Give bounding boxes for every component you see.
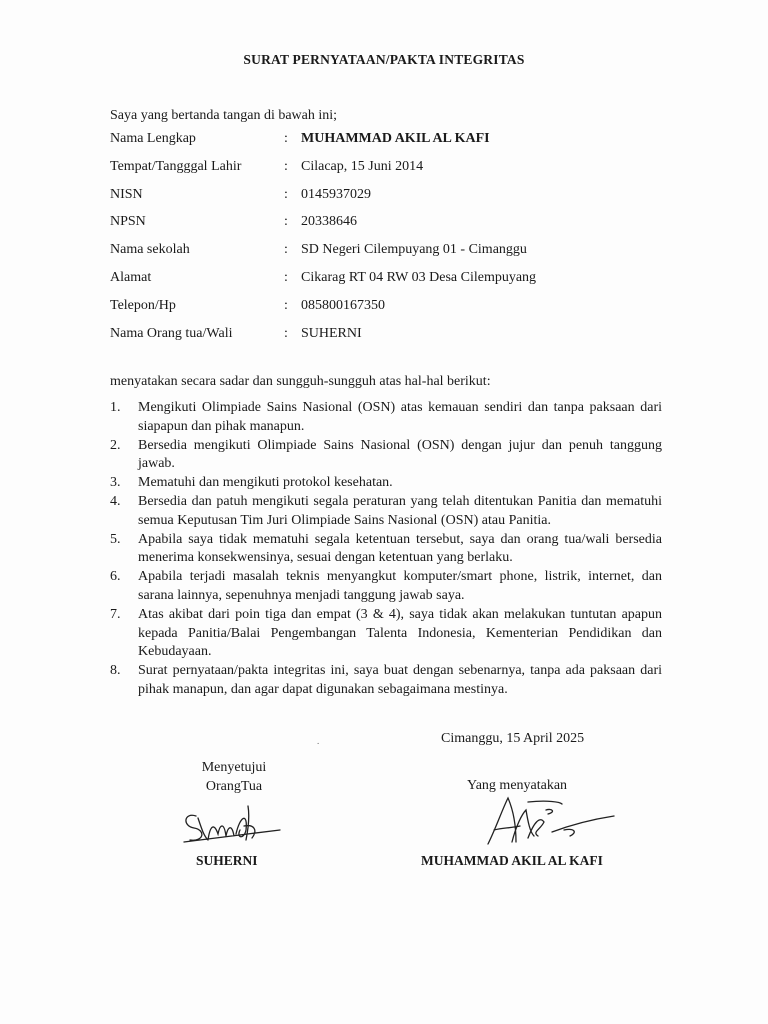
- identity-label: Alamat: [110, 269, 152, 285]
- list-item: [110, 606, 662, 662]
- list-item: [110, 568, 662, 606]
- list-item-number: 8.: [110, 663, 121, 679]
- identity-colon: :: [284, 325, 288, 341]
- identity-colon: :: [284, 269, 288, 285]
- identity-row: [110, 298, 710, 326]
- identity-value: SD Negeri Cilempuyang 01 - Cimanggu: [301, 242, 527, 258]
- list-item-number: 1.: [110, 400, 121, 415]
- identity-colon: :: [284, 242, 288, 258]
- list-item-text: Bersedia dan patuh mengikuti segala peraturan yang telah ditentukan Panitia dan mematuhi semua Keputusan Tim Juri Olimpiade Sains Nasional (OSN) atau Panitia.: [138, 493, 662, 528]
- list-item-text: Apabila saya tidak mematuhi segala ketentuan tersebut, saya dan orang tua/wali bersedia menerima konsekwensinya, sesuai dengan ketentuan yang berlaku.: [138, 531, 662, 566]
- identity-label: Nama Orang tua/Wali: [110, 325, 233, 341]
- declarant-label: Yang menyatakan: [467, 778, 568, 793]
- identity-colon: :: [284, 131, 288, 146]
- list-item-number: 6.: [110, 569, 121, 585]
- identity-colon: :: [284, 186, 288, 202]
- list-item: [110, 531, 662, 569]
- identity-label: NPSN: [110, 214, 146, 230]
- identity-value: 0145937029: [301, 186, 371, 202]
- list-item-text: Bersedia mengikuti Olimpiade Sains Nasional (OSN) dengan jujur dan penuh tanggung jawab.: [138, 437, 662, 472]
- declarant-name: MUHAMMAD AKIL AL KAFI: [421, 853, 603, 868]
- declarant-signature: [468, 792, 618, 850]
- statement-intro: menyatakan secara sadar dan sungguh-sungguh atas hal-hal berikut:: [110, 374, 491, 389]
- intro-text: Saya yang bertanda tangan di bawah ini;: [110, 108, 338, 123]
- identity-value: Cikarag RT 04 RW 03 Desa Cilempuyang: [301, 269, 537, 285]
- list-item-number: 3.: [110, 475, 121, 491]
- identity-colon: :: [284, 158, 288, 174]
- document-title: SURAT PERNYATAAN/PAKTA INTEGRITAS: [243, 52, 525, 67]
- identity-row: [110, 187, 710, 215]
- list-item-number: 4.: [110, 493, 121, 509]
- list-item-text: Apabila terjadi masalah teknis menyangkut komputer/smart phone, listrik, internet, dan sarana lainnya, sepenuhnya menjadi tanggung jawab saya.: [138, 569, 662, 603]
- identity-row: [110, 242, 710, 270]
- identity-table: [110, 131, 710, 353]
- identity-label: Nama Lengkap: [110, 131, 196, 146]
- identity-row: [110, 131, 710, 159]
- place-date: Cimanggu, 15 April 2025: [441, 731, 585, 746]
- approval-line1: Menyetujui: [201, 760, 267, 775]
- identity-label: Telepon/Hp: [110, 297, 176, 313]
- identity-row: [110, 214, 710, 242]
- parent-signature: [178, 796, 283, 848]
- identity-label: NISN: [110, 186, 143, 202]
- identity-colon: :: [284, 214, 288, 230]
- stray-dot: .: [317, 736, 320, 746]
- identity-colon: :: [284, 297, 288, 313]
- list-item-number: 7.: [110, 606, 121, 622]
- approval-block: [184, 758, 284, 796]
- identity-row: [110, 159, 710, 187]
- identity-row: [110, 326, 710, 354]
- identity-value: Cilacap, 15 Juni 2014: [301, 158, 424, 174]
- approval-line2: OrangTua: [205, 779, 263, 794]
- identity-value: 20338646: [301, 214, 357, 230]
- list-item-text: Surat pernyataan/pakta integritas ini, saya buat dengan sebenarnya, tanpa ada paksaan dari pihak manapun, dan agar dapat digunakan sebagaimana mestinya.: [138, 663, 662, 697]
- list-item: [110, 662, 662, 700]
- identity-row: [110, 270, 710, 298]
- parent-name: SUHERNI: [196, 853, 258, 868]
- identity-label: Nama sekolah: [110, 242, 190, 258]
- identity-value: MUHAMMAD AKIL AL KAFI: [301, 131, 490, 146]
- list-item-text: Atas akibat dari poin tiga dan empat (3 & 4), saya tidak akan melakukan tuntutan apapun kepada Panitia/Balai Pengembangan Talenta Indonesia, Kementerian Pendidikan dan Kebudayaan.: [138, 606, 662, 660]
- list-item-text: Mengikuti Olimpiade Sains Nasional (OSN) atas kemauan sendiri dan tanpa paksaan dari siapapun dan pihak manapun.: [138, 400, 662, 434]
- identity-label: Tempat/Tangggal Lahir: [110, 158, 242, 174]
- list-item-number: 2.: [110, 437, 121, 453]
- list-item: [110, 474, 662, 493]
- list-item-text: Mematuhi dan mengikuti protokol kesehatan.: [138, 475, 393, 491]
- list-item: [110, 493, 662, 531]
- statement-list: [110, 399, 662, 700]
- list-item-number: 5.: [110, 531, 121, 547]
- list-item: [110, 437, 662, 475]
- list-item: [110, 399, 662, 437]
- identity-value: SUHERNI: [301, 325, 362, 341]
- identity-value: 085800167350: [301, 297, 385, 313]
